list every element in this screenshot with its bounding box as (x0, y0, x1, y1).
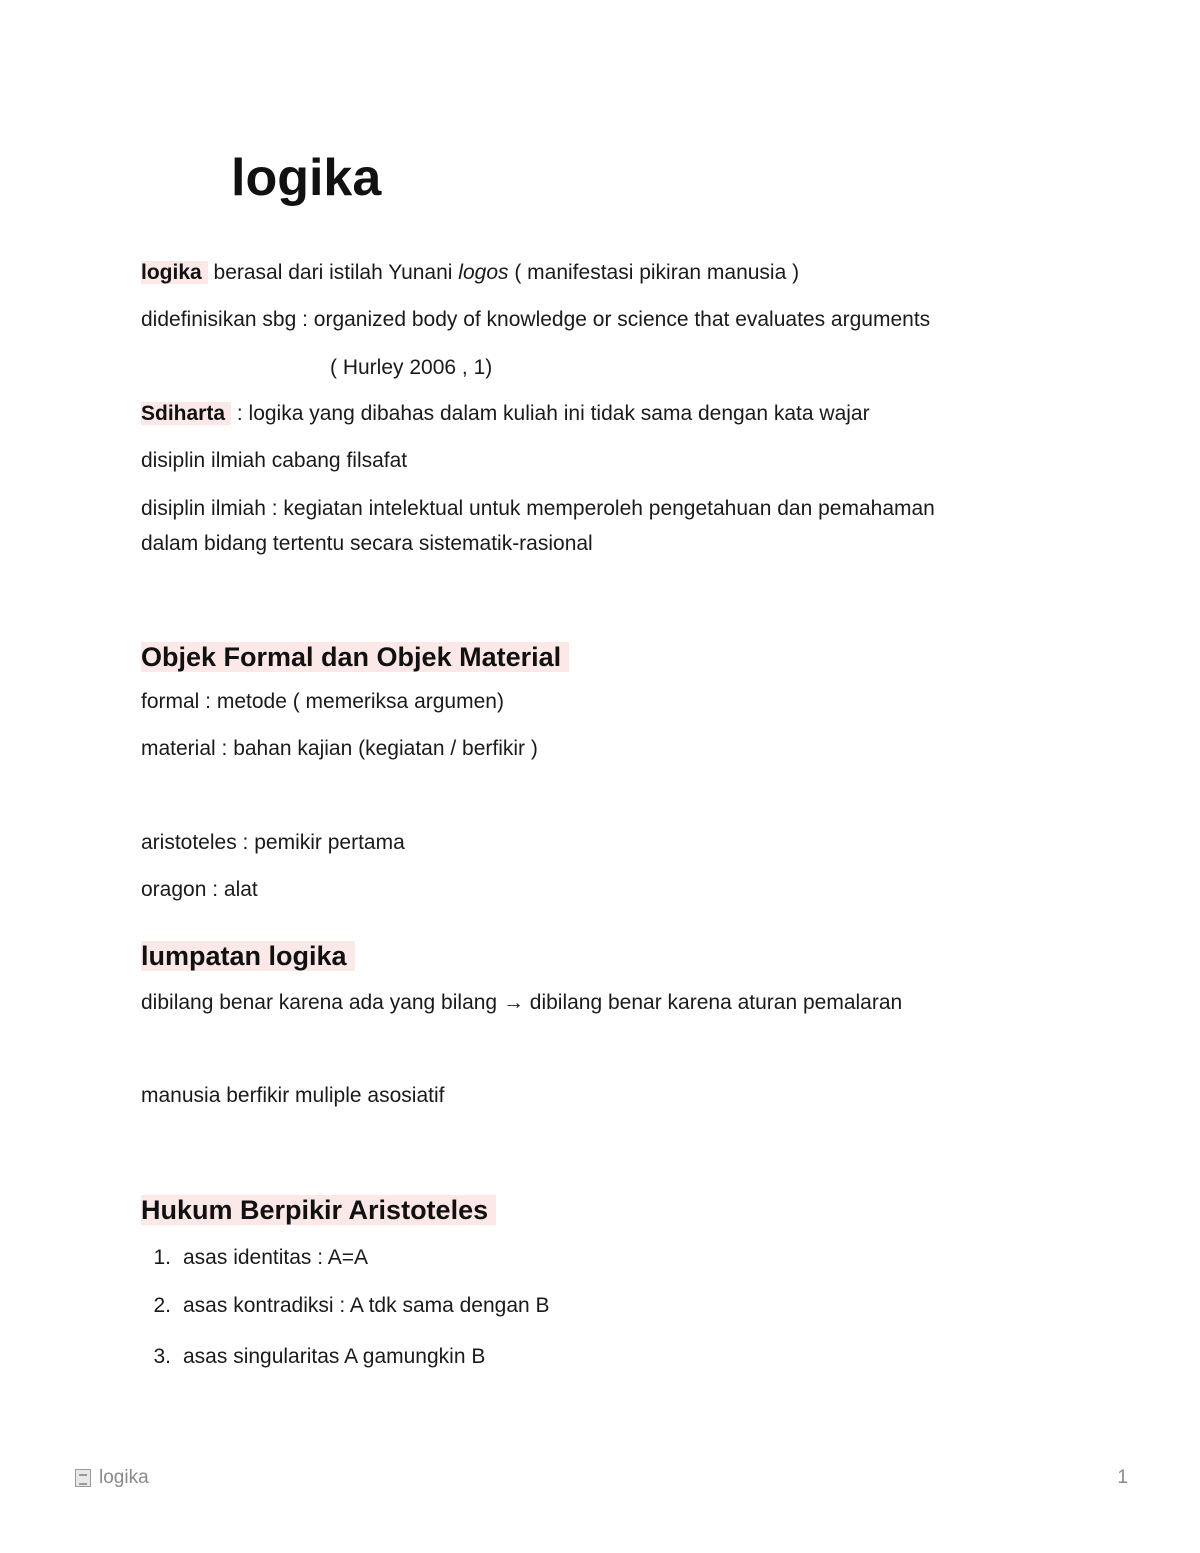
origin-text-tail: ( manifestasi pikiran manusia ) (508, 261, 800, 284)
intro-line-origin (141, 259, 799, 287)
intro-line-citation: ( Hurley 2006 , 1) (330, 356, 493, 379)
intro-line-disiplin-def-cont: dalam bidang tertentu secara sistematik-rasional (141, 532, 593, 555)
footer-doc-name: logika (99, 1467, 149, 1488)
term-logos: logos (458, 261, 509, 284)
page-title: logika (231, 149, 382, 207)
footer-page-number: 1 (1117, 1467, 1128, 1488)
oragon-line: oragon : alat (141, 878, 258, 901)
list-item-number: 1. (153, 1246, 171, 1269)
asosiatif-line: manusia berfikir muliple asosiatif (141, 1084, 445, 1107)
list-item-text: asas kontradiksi : A tdk sama dengan B (183, 1294, 550, 1317)
section-heading-hukum-text: Hukum Berpikir Aristoteles (141, 1195, 496, 1225)
aristoteles-line: aristoteles : pemikir pertama (141, 831, 405, 854)
footer-doc-link[interactable] (75, 1466, 149, 1490)
list-item-text: asas singularitas A gamungkin B (183, 1345, 486, 1368)
objek-material-line: material : bahan kajian (kegiatan / berfikir ) (141, 737, 538, 760)
term-logika: logika (141, 261, 208, 284)
section-heading-objek (141, 640, 569, 674)
list-item (141, 1343, 485, 1371)
intro-line-disiplin-def: disiplin ilmiah : kegiatan intelektual untuk memperoleh pengetahuan dan pemahaman (141, 497, 935, 520)
intro-line-disiplin: disiplin ilmiah cabang filsafat (141, 449, 408, 472)
list-item-number: 3. (153, 1345, 171, 1368)
list-item-number: 2. (153, 1294, 171, 1317)
section-heading-lumpatan (141, 939, 355, 973)
section-heading-hukum (141, 1193, 496, 1227)
document-icon (75, 1469, 91, 1487)
objek-formal-line: formal : metode ( memeriksa argumen) (141, 690, 504, 713)
term-sdiharta: Sdiharta (141, 402, 231, 425)
lumpatan-line: dibilang benar karena ada yang bilang → dibilang benar karena aturan pemalaran (141, 991, 903, 1014)
origin-text: berasal dari istilah Yunani (207, 261, 459, 284)
list-item (141, 1292, 550, 1320)
intro-line-sdiharta (141, 400, 870, 428)
list-item-text: asas identitas : A=A (183, 1246, 369, 1269)
section-heading-lumpatan-text: lumpatan logika (141, 941, 355, 971)
list-item (141, 1244, 368, 1272)
intro-line-definition: didefinisikan sbg : organized body of knowledge or science that evaluates arguments (141, 308, 931, 331)
sdiharta-text: : logika yang dibahas dalam kuliah ini tidak sama dengan kata wajar (231, 402, 870, 425)
section-heading-objek-text: Objek Formal dan Objek Material (141, 642, 569, 672)
